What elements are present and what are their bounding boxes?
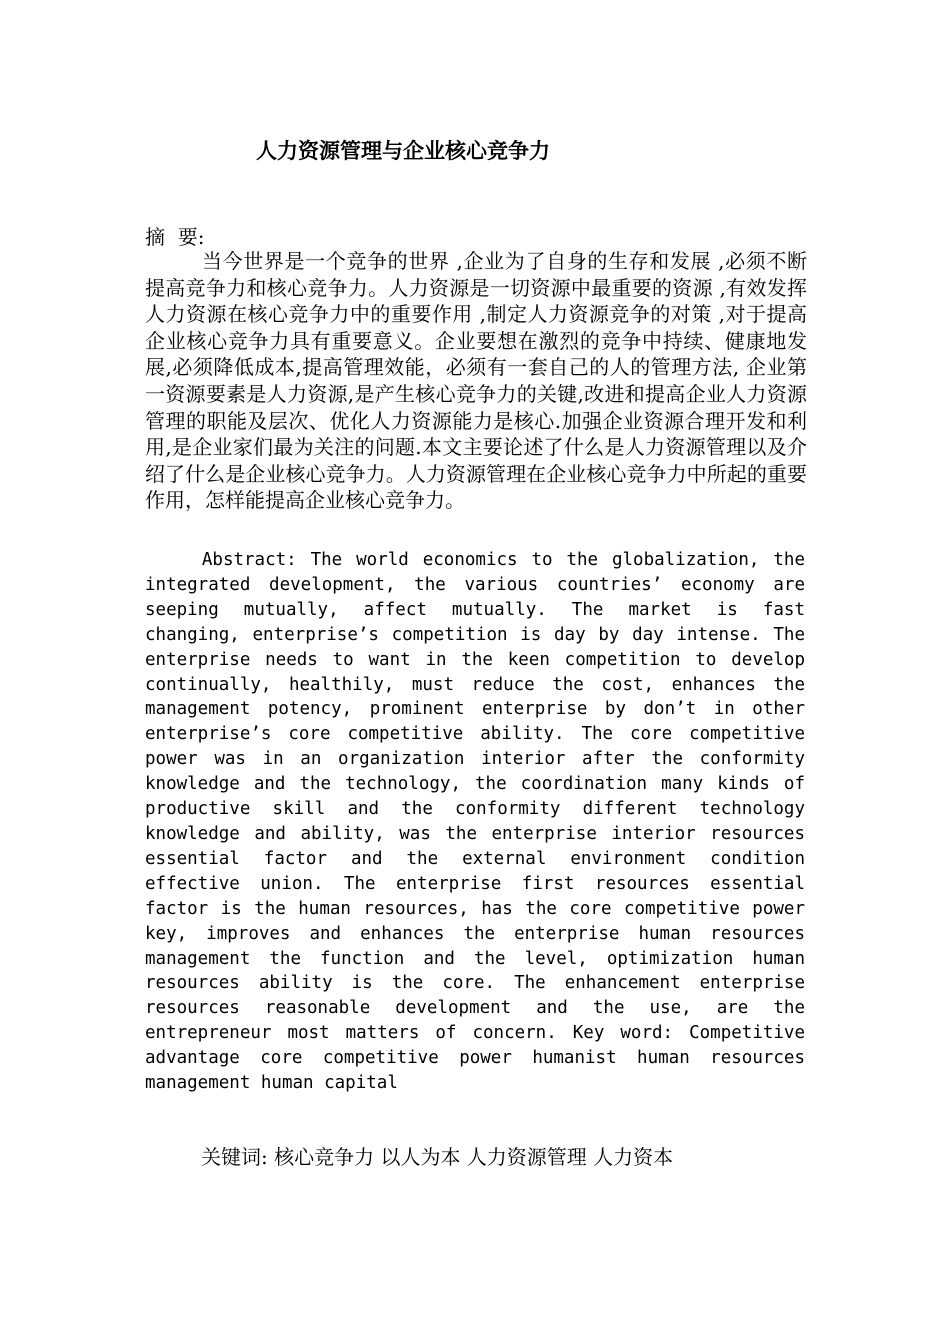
keywords-line: 关键词: 核心竞争力 以人为本 人力资源管理 人力资本 [201,1145,674,1169]
abstract-heading: 摘 要: [145,225,205,249]
document-title: 人力资源管理与企业核心竞争力 [256,139,550,163]
english-abstract-paragraph: Abstract: The world economics to the globalization, the integrated development, the various countries’ economy are seeping mutually, affect mutually. The market is fast changing, enterprise’s competition is day by day intense. The enterprise needs to want in the keen competition to develop continually, healthily, must reduce the cost, enhances the management potency, prominent enterprise by don’t in other enterprise’s core competitive ability. The core competitive power was in an organization interior after the conformity knowledge and the technology, the coordination many kinds of productive skill and the conformity different technology knowledge and ability, was the enterprise interior resources essential factor and the external environment condition effective union. The enterprise first resources essential factor is the human resources, has the core competitive power key, improves and enhances the enterprise human resources management the function and the level, optimization human resources ability is the core. The enhancement enterprise resources reasonable development and the use, are the entrepreneur most matters of concern. Key word: Competitive advantage core competitive power humanist human resources management human capital [145,550,805,1094]
chinese-abstract-paragraph: 当今世界是一个竞争的世界 ,企业为了自身的生存和发展 ,必须不断提高竞争力和核心竞争力。人力资源是一切资源中最重要的资源 ,有效发挥人力资源在核心竞争力中的重要作用 ,制定人力资源竞争的对策 ,对于提高企业核心竞争力具有重要意义。企业要想在激烈的竞争中持续、健康地发展,必须降低成本,提高管理效能，必须有一套自己的人的管理方法, 企业第一资源要素是人力资源,是产生核心竞争力的关键,改进和提高企业人力资源管理的职能及层次、优化人力资源能力是核心.加强企业资源合理开发和利用,是企业家们最为关注的问题.本文主要论述了什么是人力资源管理以及介绍了什么是企业核心竞争力。人力资源管理在企业核心竞争力中所起的重要作用，怎样能提高企业核心竞争力。 [145,249,807,513]
